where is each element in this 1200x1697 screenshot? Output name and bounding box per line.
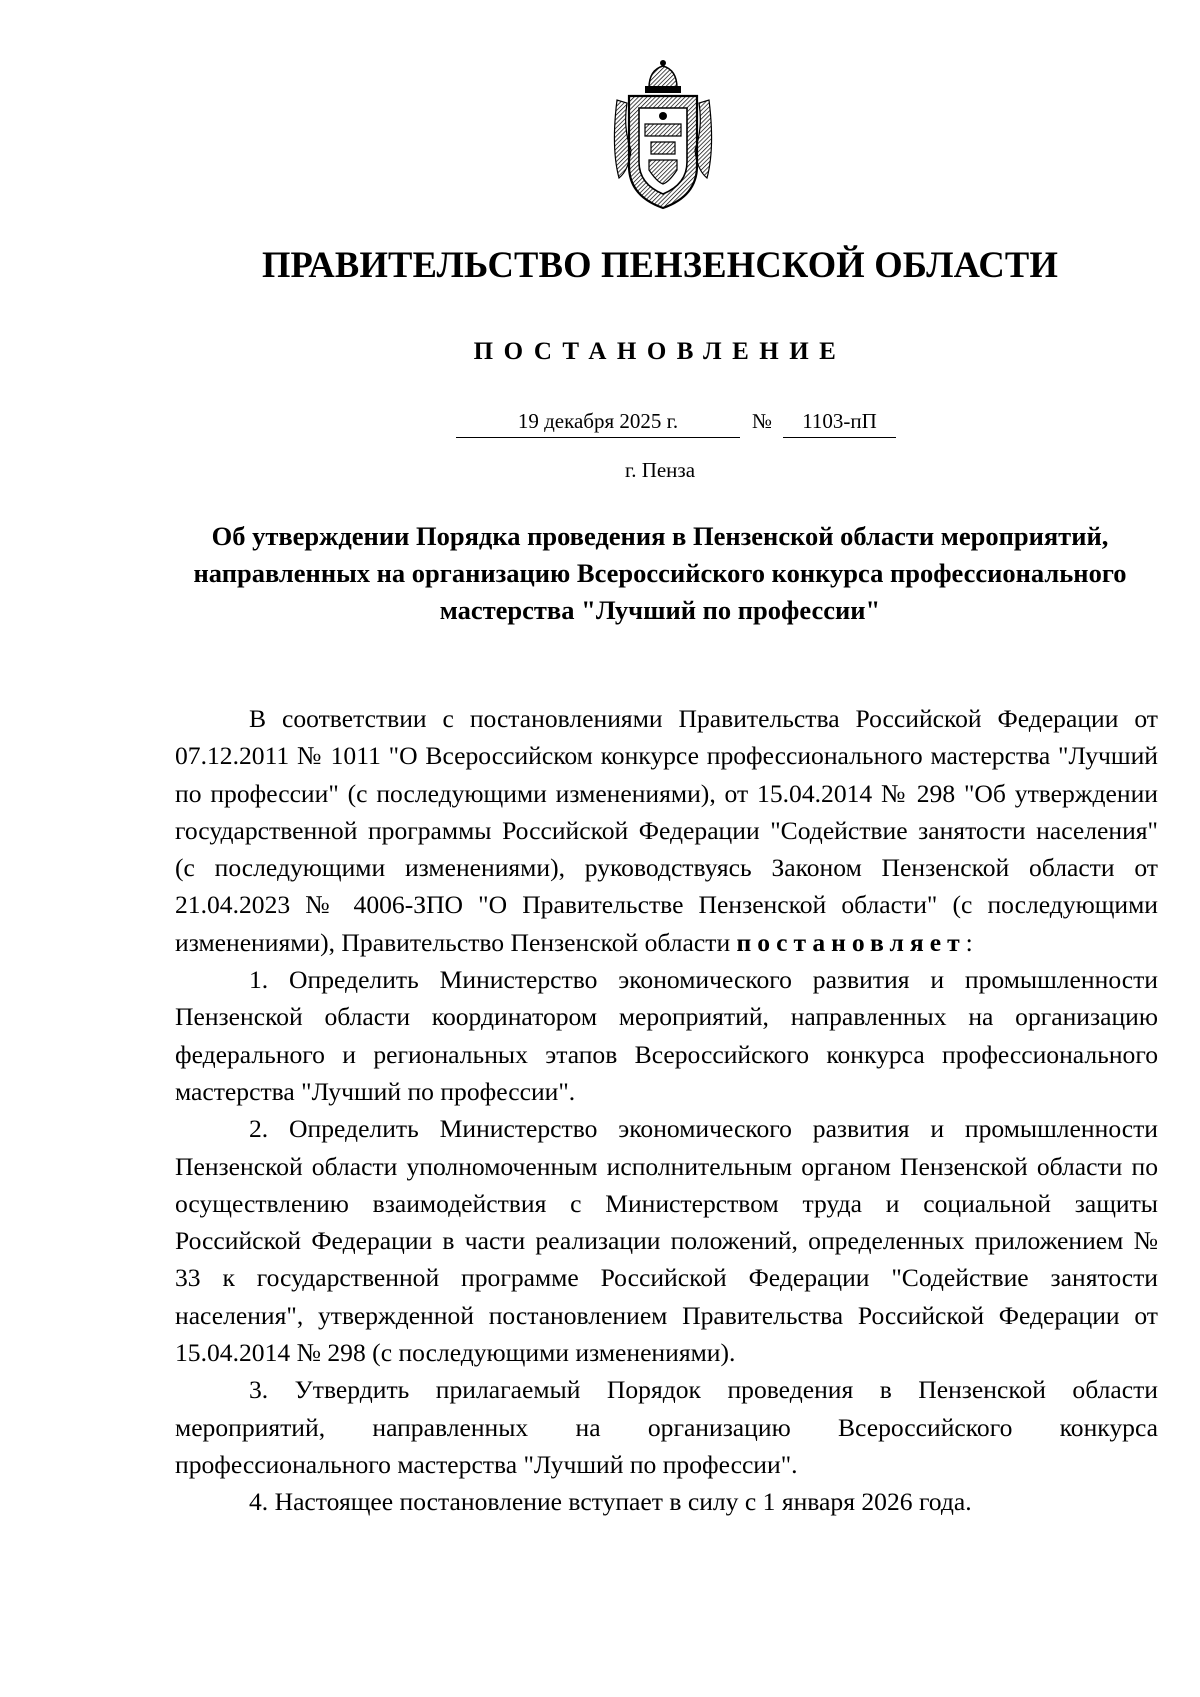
clause-4: 4. Настоящее постановление вступает в силу с 1 января 2026 года. — [249, 1487, 972, 1517]
number-sign: № — [752, 409, 773, 433]
preamble-paragraph — [175, 700, 1158, 961]
clause-2: 2. Определить Министерство экономического развития и промышленности Пензенской области уполномоченным исполнительным органом Пензенской области по осуществлению взаимодействия с Министерством труда и социальной защиты Российской Федерации в части реализации положений, определенных приложением № 33 к государственной программе Российской Федерации "Содействие занятости населения", утвержденной постановлением Правительства Российской Федерации от 15.04.2014 № 298 (с последующими изменениями). — [175, 1114, 1158, 1368]
document-body — [175, 700, 1158, 1521]
clause-1: 1. Определить Министерство экономического развития и промышленности Пензенской области координатором мероприятий, направленных на организацию федерального и региональных этапов Всероссийского конкурса профессионального мастерства "Лучший по профессии". — [175, 965, 1158, 1106]
decree-colon: : — [965, 927, 973, 957]
clause-3: 3. Утвердить прилагаемый Порядок проведения в Пензенской области мероприятий, направленных на организацию Всероссийского конкурса профессионального мастерства "Лучший по профессии". — [175, 1375, 1158, 1479]
document-number: 1103-пП — [783, 409, 896, 438]
penza-oblast-coat-of-arms-icon — [609, 58, 717, 213]
preamble-text: В соответствии с постановлениями Правительства Российской Федерации от 07.12.2011 № 1011 "О Всероссийском конкурсе профессионального мастерства "Лучший по профессии" (с последующими изменениями), от 15.04.2014 № 298 "Об утверждении государственной программы Российской Федерации "Содействие занятости населения" (с последующими изменениями), руководствуясь Законом Пензенской области от 21.04.2023 № 4006-ЗПО "О Правительстве Пензенской области" (с последующими изменениями), Правительство Пензенской области — [175, 704, 1158, 957]
city: г. Пенза — [624, 458, 696, 482]
document-type: ПОСТАНОВЛЕНИЕ — [473, 338, 847, 365]
document-date: 19 декабря 2025 г. — [456, 409, 740, 438]
decree-word: постановляет — [736, 927, 966, 957]
government-name: ПРАВИТЕЛЬСТВО ПЕНЗЕНСКОЙ ОБЛАСТИ — [261, 244, 1059, 285]
document-subject: Об утверждении Порядка проведения в Пензенской области мероприятий, направленных на организацию Всероссийского конкурса профессионального мастерства "Лучший по профессии" — [193, 521, 1127, 625]
